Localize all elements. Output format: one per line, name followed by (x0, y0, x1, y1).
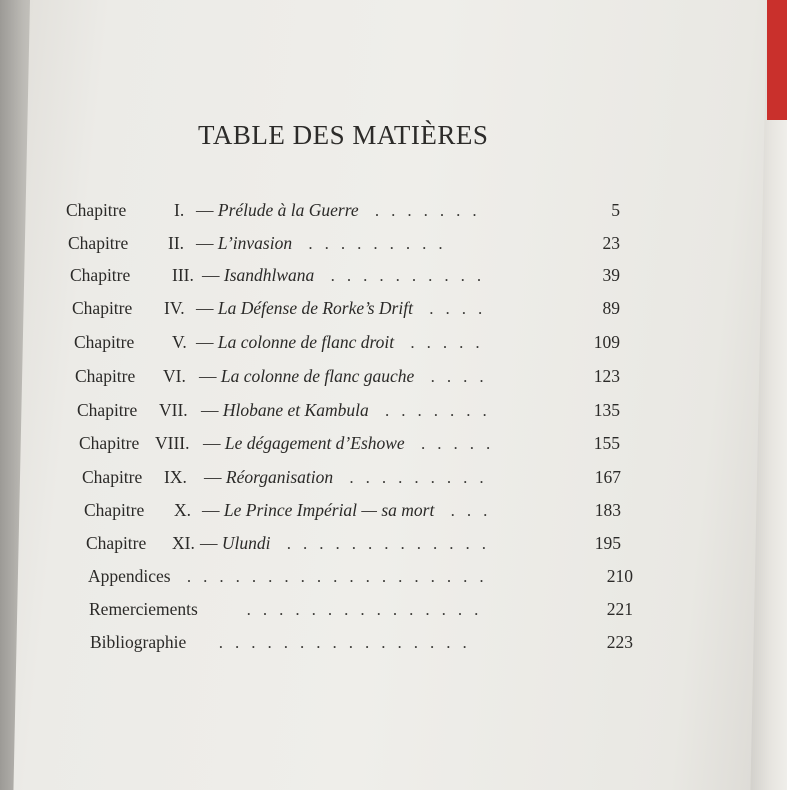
toc-entry-bibliographie (90, 632, 633, 660)
leader-dots: ... (434, 501, 500, 520)
chapter-label: Chapitre (84, 500, 145, 520)
toc-entry-10 (84, 500, 621, 528)
page-title: TABLE DES MATIÈRES (198, 120, 489, 150)
toc-entry-8 (79, 433, 620, 461)
chapter-label: Chapitre (72, 298, 133, 318)
chapter-label: Chapitre (77, 400, 138, 420)
leader-dots: .......... (314, 266, 494, 285)
toc-entry-7 (77, 400, 620, 428)
leader-dots: ................ (186, 633, 479, 652)
leader-dots: ......... (292, 234, 455, 253)
chapter-title: Hlobane et Kambula (222, 400, 369, 420)
page-number: 223 (606, 632, 633, 652)
entry-title: Appendices (88, 566, 171, 586)
leader-dots: ..... (404, 434, 503, 453)
page-number: 109 (593, 332, 620, 352)
chapter-label: Chapitre (86, 533, 147, 553)
dash: — (196, 298, 214, 318)
chapter-number: II. (168, 233, 185, 253)
entry-title: Bibliographie (90, 632, 187, 652)
chapter-label: Chapitre (74, 332, 135, 352)
chapter-number: X. (174, 500, 192, 520)
page-number: 210 (606, 566, 633, 586)
chapter-number: IX. (164, 467, 187, 487)
dash: — (196, 332, 214, 352)
chapter-title: Isandhlwana (223, 265, 315, 285)
dash: — (202, 265, 220, 285)
leader-dots: .... (412, 299, 495, 318)
leader-dots: .... (414, 367, 496, 386)
toc-entry-11 (86, 533, 621, 561)
toc-entry-9 (82, 467, 621, 495)
chapter-number: VII. (159, 400, 188, 420)
chapter-title: Le Prince Impérial — sa mort (223, 500, 435, 520)
chapter-label: Chapitre (68, 233, 129, 253)
toc-entry-1 (66, 200, 620, 228)
chapter-title: La Défense de Rorke’s Drift (217, 298, 413, 318)
chapter-number: I. (174, 200, 185, 220)
leader-dots: ......... (333, 468, 496, 487)
toc-entry-4 (72, 298, 620, 326)
chapter-number: XI. (172, 533, 195, 553)
leader-dots: ................... (170, 567, 496, 586)
leader-dots: ....... (368, 401, 499, 420)
chapter-title: Le dégagement d’Eshowe (224, 433, 405, 453)
page-number: 123 (593, 366, 620, 386)
dash: — (196, 200, 214, 220)
chapter-title: Prélude à la Guerre (217, 200, 359, 220)
chapter-title: Ulundi (221, 533, 271, 553)
dash: — (203, 433, 221, 453)
page-number: 89 (602, 298, 620, 318)
chapter-label: Chapitre (75, 366, 136, 386)
toc-entry-6 (75, 366, 620, 394)
page-number: 183 (594, 500, 621, 520)
page-number: 221 (606, 599, 633, 619)
entry-title: Remerciements (89, 599, 198, 619)
page-number: 195 (594, 533, 621, 553)
chapter-title: Réorganisation (225, 467, 334, 487)
chapter-label: Chapitre (70, 265, 131, 285)
toc-entry-appendices (88, 566, 633, 594)
toc-entry-2 (68, 233, 620, 261)
chapter-title: L’invasion (217, 233, 293, 253)
chapter-label: Chapitre (79, 433, 140, 453)
leader-dots: ....... (358, 201, 489, 220)
leader-dots: ............... (197, 600, 491, 619)
page-number: 23 (602, 233, 620, 253)
page-number: 167 (594, 467, 621, 487)
dash: — (201, 400, 219, 420)
chapter-label: Chapitre (66, 200, 127, 220)
page-number: 155 (593, 433, 620, 453)
dash: — (200, 533, 218, 553)
chapter-number: V. (172, 332, 187, 352)
chapter-title: La colonne de flanc gauche (220, 366, 415, 386)
toc-entry-5 (74, 332, 620, 360)
page-number: 5 (611, 200, 620, 220)
chapter-label: Chapitre (82, 467, 143, 487)
page-number: 39 (602, 265, 620, 285)
toc-entry-remerciements (89, 599, 633, 627)
page-number: 135 (593, 400, 620, 420)
chapter-number: VIII. (155, 433, 190, 453)
chapter-number: III. (172, 265, 194, 285)
dash: — (204, 467, 222, 487)
chapter-number: IV. (164, 298, 185, 318)
chapter-title: La colonne de flanc droit (217, 332, 395, 352)
toc-entry-3 (70, 265, 620, 293)
dash: — (196, 233, 214, 253)
leader-dots: ..... (394, 333, 492, 352)
dash: — (202, 500, 220, 520)
leader-dots: ............. (270, 534, 498, 553)
dash: — (199, 366, 217, 386)
chapter-number: VI. (163, 366, 186, 386)
